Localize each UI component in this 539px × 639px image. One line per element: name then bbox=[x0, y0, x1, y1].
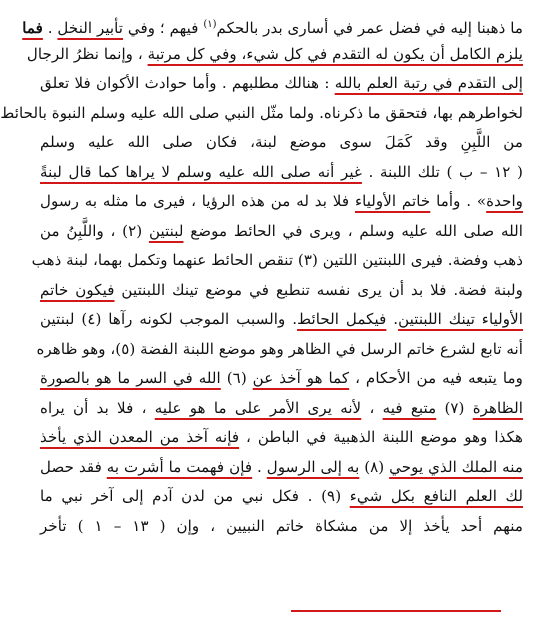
text-segment: ذهب وفضة. فيرى اللبنتين اللتين (٣) تنقص الحائط عنهما وتكمل بهما، لبنة ذهب bbox=[31, 251, 523, 269]
book-page bbox=[0, 4, 529, 634]
text-segment: . والسبب الموجب لكونه رآها (٤) لبنتين bbox=[40, 310, 298, 328]
text-line-2 bbox=[26, 40, 523, 70]
underlined-phrase: الظاهرة bbox=[472, 398, 523, 417]
footnote-marker: (٧) bbox=[436, 398, 473, 417]
text-segment: ، وإنما نظرُ الرجال bbox=[26, 44, 148, 63]
text-segment: ( ١٢ – ب ) تلك اللبنة . bbox=[361, 162, 523, 181]
underlined-phrase: منه الملك الذي يوحي bbox=[389, 457, 523, 476]
text-segment: منهم أحد يأخذ إلا من مشكاة خاتم النبيين ، وإن ( ١٣ – ١ ) تأخر bbox=[40, 516, 523, 535]
text-line-15 bbox=[40, 423, 523, 453]
text-segment: أنه تابع لشرع خاتم الرسل في الظاهر وهو موضع اللبنة الفضة (٥)، وهو ظاهره bbox=[36, 339, 523, 358]
text-segment: ولبنة فضة. فلا بد أن يرى نفسه تنطبع في موضع تينك اللبنتين bbox=[114, 280, 523, 299]
underlined-phrase: فإن فهمت ما أشرت به bbox=[106, 457, 253, 476]
text-line-3 bbox=[40, 69, 523, 99]
text-line-14 bbox=[40, 394, 523, 424]
underlined-phrase: تأبير النخل bbox=[57, 19, 124, 38]
text-segment: (٢) ، واللَّبِنُ من bbox=[40, 221, 149, 240]
underlined-phrase: خاتم الأولياء bbox=[354, 192, 431, 210]
text-segment: من اللَّبِنِ وقد كَمَلَ سوى موضع لبنة، فكان صلى الله عليه وسلم bbox=[40, 133, 523, 151]
text-segment: فيهم ؛ وفي bbox=[123, 19, 204, 38]
text-segment: (٩) . فكل نبي من لدن آدم إلى آخر نبي ما bbox=[40, 487, 350, 505]
underlined-phrase: واحدة bbox=[486, 192, 524, 210]
underlined-phrase: الأولياء تينك اللبنتين bbox=[398, 310, 524, 328]
underlined-phrase: فيكمل الحائط bbox=[297, 310, 387, 328]
text-line-11 bbox=[40, 305, 523, 335]
text-segment: فلا بد له من هذه الرؤيا ، فيرى ما مثله به رسول bbox=[40, 192, 355, 210]
text-segment: لخواطرهم بها، فتحقق ما ذكرناه. ولما مثّل النبي صلى الله عليه وسلم النبوة بالحائط bbox=[0, 103, 523, 122]
underlined-phrase: فيكون خاتم bbox=[40, 280, 115, 299]
text-line-6 bbox=[40, 158, 523, 188]
text-line-9 bbox=[31, 246, 523, 276]
text-line-13 bbox=[40, 364, 523, 394]
underlined-phrase: فما bbox=[22, 19, 43, 38]
text-segment: : هنالك مطلبهم . وأما حوادث الأكوان فلا تعلق bbox=[40, 74, 335, 92]
text-segment: ما ذهبنا إليه في فضل عمر في أسارى بدر بالحكم bbox=[216, 19, 523, 38]
text-segment: الله صلى الله عليه وسلم ، ويرى في الحائط موضع bbox=[183, 221, 523, 240]
text-segment: . bbox=[252, 457, 267, 476]
underlined-phrase: متبع فيه bbox=[382, 398, 437, 417]
underlined-phrase: غير أنه صلى الله عليه وسلم لا يراها كما قال لبنةً bbox=[40, 162, 362, 181]
underlined-phrase: يلزم الكامل أن يكون له التقدم في كل شيء، وفي كل مرتبة bbox=[147, 44, 523, 63]
text-segment: . bbox=[386, 310, 399, 328]
underlined-phrase: إلى التقدم في رتبة العلم بالله bbox=[334, 74, 523, 92]
footnote-marker: (١) bbox=[203, 19, 217, 30]
underlined-phrase: لبنتين bbox=[148, 221, 184, 240]
text-line-18 bbox=[40, 512, 523, 542]
footnote-marker: (٨) bbox=[359, 457, 390, 476]
text-line-10 bbox=[40, 276, 523, 306]
underlined-phrase: لك العلم النافع بكل شيء bbox=[349, 487, 523, 505]
underlined-phrase: به إلى الرسول bbox=[266, 457, 360, 476]
underlined-phrase: فإنه آخذ من المعدن الذي يأخذ bbox=[40, 428, 240, 446]
bottom-underline-stroke bbox=[291, 610, 501, 612]
text-line-4 bbox=[0, 99, 523, 129]
text-line-12 bbox=[36, 335, 523, 365]
text-segment: . bbox=[42, 19, 58, 38]
underlined-phrase: لأنه يرى الأمر على ما هو عليه bbox=[154, 398, 362, 417]
text-line-8 bbox=[40, 217, 523, 247]
text-segment: » . وأما bbox=[430, 192, 487, 210]
footnote-marker: (٦) bbox=[220, 369, 253, 387]
text-segment: ، bbox=[361, 398, 383, 417]
text-segment: وما يتبعه فيه من الأحكام ، bbox=[349, 369, 523, 387]
text-line-7 bbox=[40, 187, 523, 217]
text-segment: فقد حصل bbox=[40, 457, 107, 476]
text-segment: ، فلا بد أن يراه bbox=[40, 398, 155, 417]
underlined-phrase: الله في السر ما هو بالصورة bbox=[40, 369, 221, 387]
text-line-17 bbox=[40, 482, 523, 512]
text-line-1 bbox=[22, 10, 523, 40]
text-line-5 bbox=[40, 128, 523, 158]
underlined-phrase: كما هو آخذ عن bbox=[252, 369, 350, 387]
text-line-16 bbox=[40, 453, 523, 483]
text-segment: هكذا وهو موضع اللبنة الذهبية في الباطن ، bbox=[239, 428, 523, 446]
